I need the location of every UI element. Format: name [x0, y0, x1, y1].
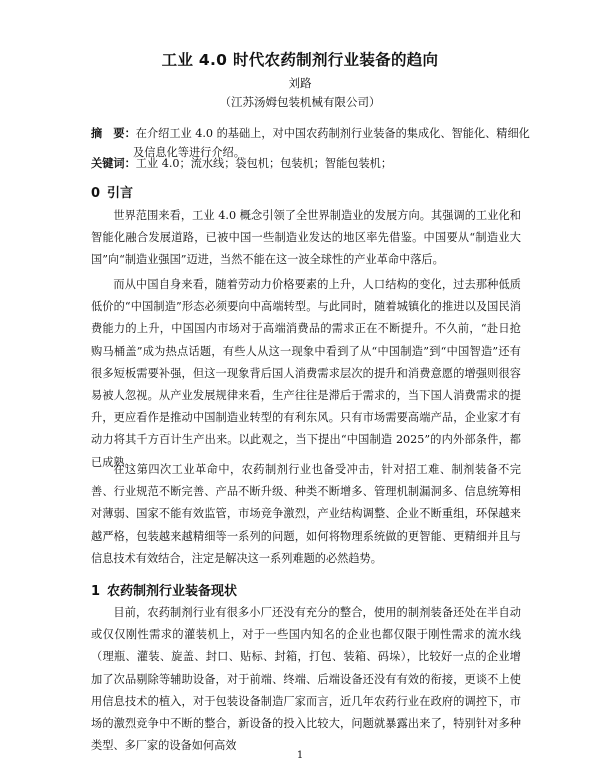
keywords-block — [91, 154, 531, 173]
author-affiliation: （江苏汤姆包装机械有限公司） — [219, 95, 381, 109]
paper-title: 工业 4.0 时代农药制剂行业装备的趋向 — [161, 51, 439, 69]
section-title: 农药制剂行业装备现状 — [107, 584, 238, 599]
section-number: 1 — [91, 584, 101, 599]
paragraph: 目前，农药制剂行业有很多小厂还没有充分的整合，使用的制剂装备还处在半自动或仅仅刚性需求的灌装机上，对于一些国内知名的企业也都仅限于刚性需求的流水线（理瓶、灌装、旋盖、封口、贴标、封箱，打包、装箱、码垛），比较好一点的企业增加了次品剔除等辅助设备，对于前端、终端、后端设备还没有有效的衔接，更谈不上使用信息技术的植入，对于包装设备制造厂家而言，近几年农药行业在政府的调控下，市场的激烈竞争中不断的整合，新设备的投入比较大，问题就暴露出来了，特别针对多种类型、多厂家的设备如何高效 — [91, 606, 521, 753]
keywords-text: 工业 4.0；流水线；袋包机；包装机；智能包装机； — [135, 157, 393, 170]
section-heading-1 — [91, 580, 237, 599]
page-number: 1 — [296, 750, 304, 761]
abstract-label: 摘 要： — [91, 127, 136, 140]
section-number: 0 — [91, 186, 101, 201]
keywords-label: 关键词： — [91, 157, 136, 170]
paragraph: 世界范围来看，工业 4.0 概念引领了全世界制造业的发展方向。其强调的工业化和智能化融合发展道路，已被中国一些制造业发达的地区率先借鉴。中国要从“制造业大国”向“制造业强国”迈进，当然不能在这一波全球性的产业革命中落后。 — [91, 209, 521, 267]
author-name: 刘路 — [288, 76, 312, 90]
paragraph: 在这第四次工业革命中，农药制剂行业也备受冲击，针对招工难、制剂装备不完善、行业规范不断完善、产品不断升级、种类不断增多、管理机制漏洞多、信息统筹相对薄弱、国家不能有效监管，市场竞争激烈，产业结构调整、企业不断重组，环保越来越严格，包装越来越精细等一系列的问题，如何将物理系统做的更智能、更精细并且与信息技术有效结合，注定是解决这一系列难题的必然趋势。 — [91, 463, 521, 565]
abstract-text: 在介绍工业 4.0 的基础上，对中国农药制剂行业装备的集成化、智能化、精细化及信息化等进行介绍。 — [133, 127, 530, 159]
section-title: 引言 — [107, 186, 134, 201]
section-heading-0 — [91, 182, 133, 201]
paragraph: 而从中国自身来看，随着劳动力价格要素的上升，人口结构的变化，过去那种低质低价的“中国制造”形态必须要向中高端转型。与此同时，随着城镇化的推进以及国民消费能力的上升，中国国内市场对于高端消费品的需求正在不断提升。不久前，“赴日抢购马桶盖”成为热点话题，有些人从这一现象中看到了从“中国制造”到“中国智造”还有很多短板需要补强，但这一现象背后国人消费需求层次的提升和消费意愿的增强则很容易被人忽视。从产业发展规律来看，生产往往是滞后于需求的，当下国人消费需求的提升，更应看作是推动中国制造业转型的有利东风。只有市场需要高端产品，企业家才有动力将其千方百计生产出来。以此观之，当下提出“中国制造 2025”的内外部条件，都已成熟。 — [91, 278, 521, 469]
